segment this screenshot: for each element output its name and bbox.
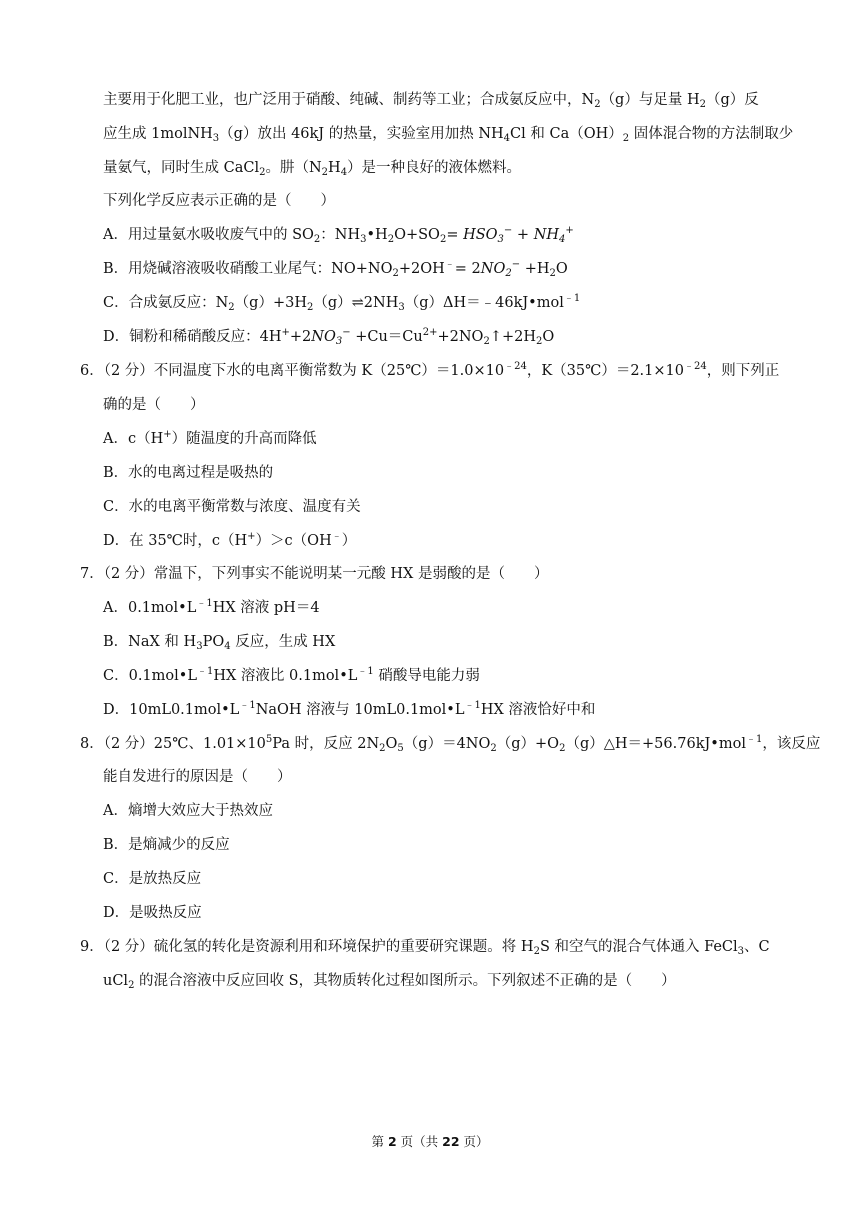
text: 。肼（N [265,160,322,176]
text: ↑+2H [489,329,536,345]
option-d[interactable] [103,327,554,347]
text: NaOH 溶液与 10mL0.1mol•L [255,702,465,718]
text: B．用烧碱溶液吸收硝酸工业尾气：NO+NO [103,261,393,277]
text: 的混合溶液中反应回收 S，其物质转化过程如图所示。下列叙述不正确的是（ ） [134,973,676,989]
text: O [542,329,555,345]
question-8-stem [80,734,820,754]
text: +H [520,261,550,277]
page-footer [0,1132,860,1150]
text: +2NO [437,329,484,345]
text: ，K（35℃）＝2.1×10 [526,363,684,379]
subscript: 2 [128,980,135,991]
subscript: 2 [392,268,399,279]
option-a[interactable]: A．熵增大效应大于热效应 [103,803,273,819]
text: （g）+3H [234,295,307,311]
text: D．铜粉和稀硝酸反应：4H [103,329,282,345]
page-number: 2 [387,1134,397,1149]
text: uCl [103,973,129,989]
superscript: ﹣ [444,259,455,270]
subscript: 4 [224,641,231,652]
text: D．10mL0.1mol•L [103,702,240,718]
text: = [446,227,464,243]
option-d[interactable] [103,531,356,551]
superscript: ﹣1 [196,598,213,609]
subscript: 4 [559,234,566,245]
subscript: 2 [439,234,447,245]
subscript: 2 [313,234,321,245]
text: ：NH [320,227,361,243]
text: 、C [744,939,770,955]
text: C．0.1mol•L [103,668,197,684]
text: +2 [289,329,312,345]
text: +2OH [398,261,445,277]
text: 页） [459,1134,489,1149]
text: O [555,261,568,277]
subscript: 2 [259,167,266,178]
subscript: 4 [340,167,348,178]
text: HX 溶液恰好中和 [480,702,596,718]
subscript: 2 [535,336,543,347]
option-a[interactable] [103,598,320,618]
superscript: ﹣24 [684,361,707,372]
subscript: 5 [397,743,404,754]
subscript: 3 [497,234,504,245]
text: ）＞c（OH [255,533,332,549]
subscript: 3 [737,946,745,957]
superscript: + [281,327,290,338]
formula: NH [533,227,560,243]
subscript: 3 [335,336,343,347]
question-9-stem-cont [103,971,676,991]
text: C．合成氨反应：N [103,295,229,311]
superscript: 2+ [422,327,438,338]
text: A．用过量氨水吸收废气中的 SO [103,227,314,243]
text: （g）反 [705,92,759,108]
intro-line-3 [103,158,521,178]
subscript: 3 [196,641,203,652]
option-b[interactable]: B．是熵减少的反应 [103,837,230,853]
superscript: − [503,225,513,236]
option-a[interactable] [103,429,317,449]
formula: HSO [463,227,498,243]
subscript: 2 [306,302,314,313]
option-b[interactable] [103,632,335,652]
text: （g）+O [496,736,560,752]
option-c[interactable]: C．水的电离平衡常数与浓度、温度有关 [103,499,361,515]
text: ）随温度的升高而降低 [171,431,317,447]
superscript: + [247,531,256,542]
text: （g）⇌2NH [313,295,399,311]
option-c[interactable] [103,666,480,686]
option-c[interactable]: C．是放热反应 [103,871,202,887]
text: HX 溶液比 0.1mol•L [213,668,358,684]
text: B．NaX 和 H [103,634,197,650]
text: PO [202,634,225,650]
text: O [385,736,398,752]
question-9-stem [80,937,770,957]
intro-line-2 [103,124,793,144]
question-8-stem-cont: 能自发进行的原因是（ ） [103,769,292,785]
option-b[interactable]: B．水的电离过程是吸热的 [103,465,274,481]
option-d[interactable] [103,700,595,720]
text: + [512,227,534,243]
subscript: 2 [533,946,540,957]
text: 反应，生成 HX [230,634,336,650]
subscript: 3 [360,234,367,245]
text: •H [366,227,388,243]
text: H [328,160,341,176]
subscript: 2 [622,133,630,144]
subscript: 2 [505,268,512,279]
text: （g）放出 46kJ 的热量，实验室用加热 NH [219,126,504,142]
text: ，则下列正 [706,363,780,379]
question-prompt: 下列化学反应表示正确的是（ ） [103,193,335,209]
subscript: 4 [503,133,511,144]
text: ，该反应 [762,736,821,752]
text: ）是一种良好的液体燃料。 [347,160,522,176]
subscript: 2 [490,743,497,754]
subscript: 2 [379,743,386,754]
subscript: 2 [549,268,556,279]
text: （g）△H＝+56.76kJ•mol [565,736,746,752]
option-a[interactable] [103,225,574,245]
superscript: ﹣1 [745,734,763,745]
text: （g）与足量 H [600,92,700,108]
text: Pa 时，反应 2N [272,736,380,752]
superscript: + [565,225,574,236]
text: Cl 和 Ca（OH） [510,126,623,142]
text: （g）＝4NO [403,736,491,752]
superscript: ﹣1 [196,666,214,677]
question-7-stem: 7．（2 分）常温下，下列事实不能说明某一元酸 HX 是弱酸的是（ ） [80,566,549,582]
text: HX 溶液 pH＝4 [212,600,320,616]
formula: NO [480,261,506,277]
subscript: 2 [699,99,706,110]
text: D．在 35℃时，c（H [103,533,248,549]
text: O+SO [394,227,440,243]
text: 第 [371,1134,388,1149]
subscript: 2 [228,302,235,313]
subscript: 2 [387,234,395,245]
intro-line-1 [103,90,759,110]
text: 9．（2 分）硫化氢的转化是资源利用和环境保护的重要研究课题。将 H [80,939,534,955]
subscript: 2 [321,167,329,178]
superscript: − [511,259,521,270]
text: +Cu＝Cu [350,329,423,345]
subscript: 3 [398,302,405,313]
text: 应生成 1molNH [103,126,213,142]
subscript: 2 [594,99,601,110]
superscript: 5 [265,734,273,745]
superscript: ﹣1 [464,700,481,711]
text: ） [341,533,357,549]
text: A．c（H [103,431,164,447]
subscript: 2 [483,336,490,347]
superscript: ﹣1 [357,666,374,677]
total-pages: 22 [442,1134,460,1149]
text: 量氨气，同时生成 CaCl [103,160,260,176]
text: A．0.1mol•L [103,600,197,616]
text: 8．（2 分）25℃、1.01×10 [80,736,266,752]
text: （g）ΔH＝﹣46kJ•mol [404,295,564,311]
superscript: + [163,429,172,440]
text: 硝酸导电能力弱 [373,668,480,684]
subscript: 3 [212,133,220,144]
question-6-stem [80,361,779,381]
superscript: ﹣1 [563,293,581,304]
option-d[interactable]: D．是吸热反应 [103,905,202,921]
superscript: ﹣ [331,531,342,542]
text: 6．（2 分）不同温度下水的电离平衡常数为 K（25℃）＝1.0×10 [80,363,505,379]
superscript: − [342,327,351,338]
subscript: 2 [559,743,566,754]
option-c[interactable] [103,293,580,313]
text: 页（共 [396,1134,443,1149]
text: S 和空气的混合气体通入 FeCl [539,939,738,955]
superscript: ﹣1 [239,700,256,711]
formula: NO [311,329,336,345]
text: = 2 [454,261,481,277]
option-b[interactable] [103,259,568,279]
text: 主要用于化肥工业，也广泛用于硝酸、纯碱、制药等工业；合成氨反应中，N [103,92,595,108]
superscript: ﹣24 [504,361,527,372]
question-6-stem-cont: 确的是（ ） [103,397,205,413]
text: 固体混合物的方法制取少 [629,126,794,142]
